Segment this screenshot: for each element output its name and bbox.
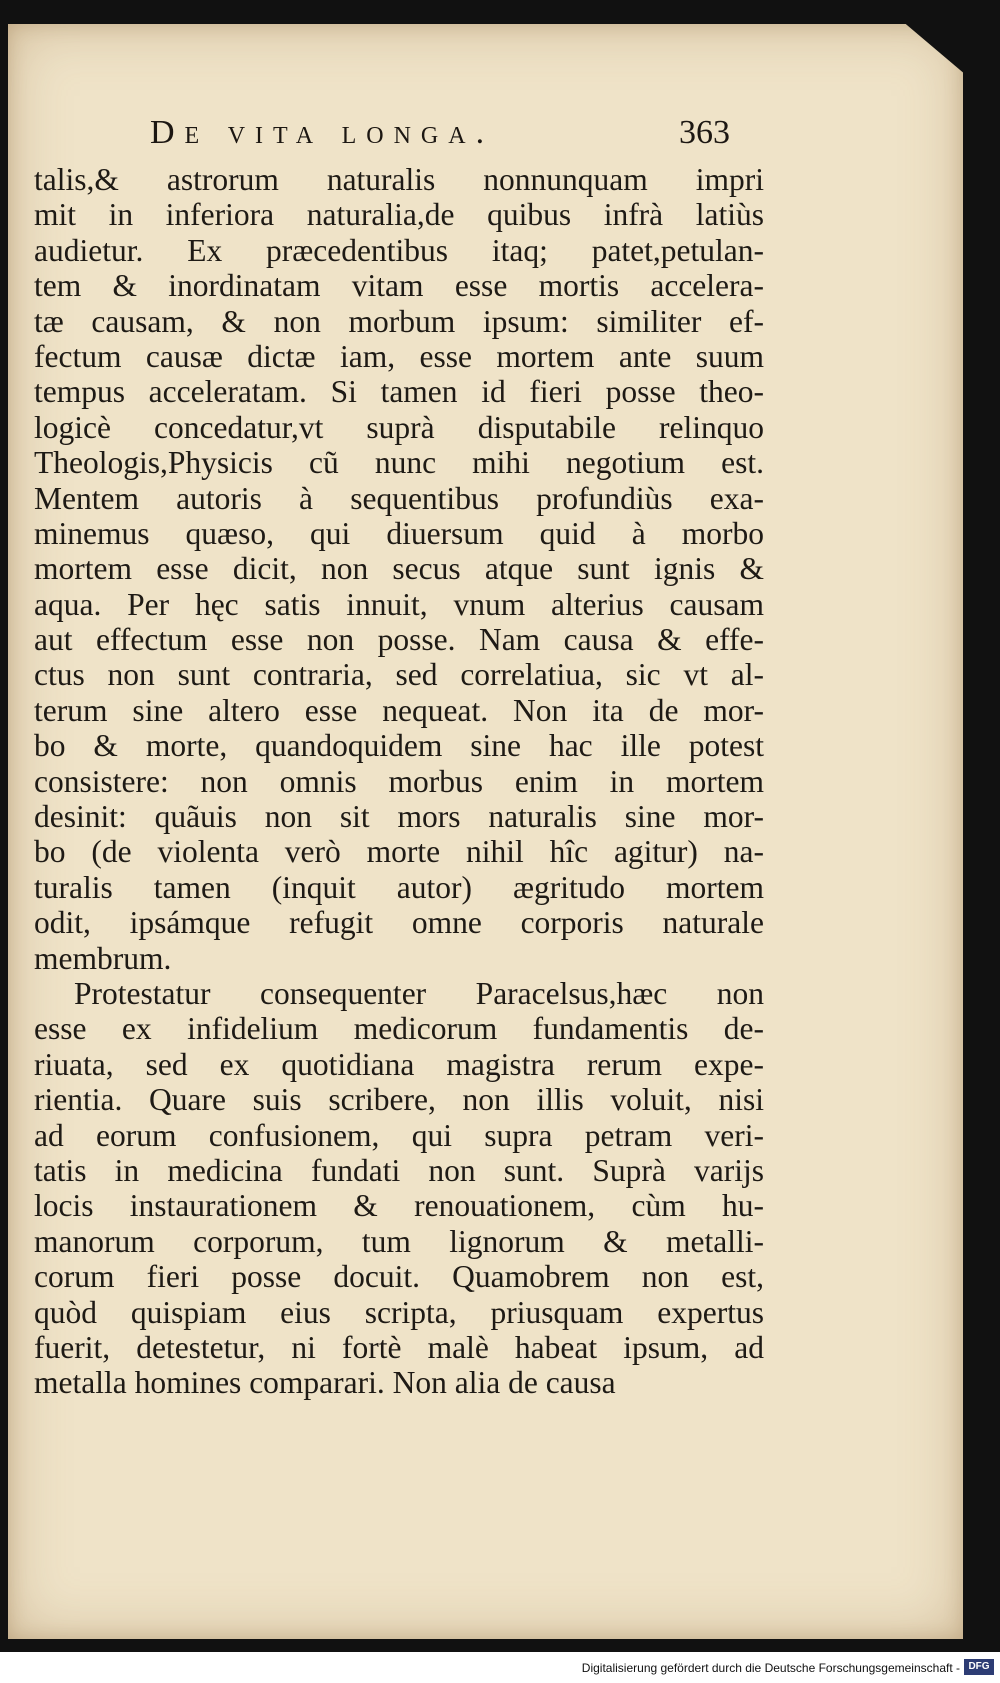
running-head bbox=[140, 113, 730, 153]
text-line: aqua. Per hęc satis innuit, vnum alterius causam bbox=[34, 586, 764, 622]
text-line: quòd quispiam eius scripta, priusquam expertus bbox=[34, 1294, 764, 1330]
text-line: membrum. bbox=[34, 940, 172, 976]
text-line: desinit: quãuis non sit mors naturalis sine mor- bbox=[34, 799, 764, 835]
text-line: Protestatur consequenter Paracelsus,hæc non bbox=[74, 975, 764, 1011]
page-number: 363 bbox=[679, 114, 730, 151]
text-line: manorum corporum, tum lignorum & metalli- bbox=[34, 1223, 764, 1259]
text-line: turalis tamen (inquit autor) ægritudo mortem bbox=[34, 869, 764, 905]
text-line: ctus non sunt contraria, sed correlatiua, sic vt al- bbox=[34, 657, 764, 693]
text-line: audietur. Ex præcedentibus itaq; patet,petulan- bbox=[34, 232, 764, 268]
text-line: esse ex infidelium medicorum fundamentis de- bbox=[34, 1011, 764, 1047]
text-line: rientia. Quare suis scribere, non illis voluit, nisi bbox=[34, 1082, 764, 1118]
text-line: tæ causam, & non morbum ipsum: similiter ef- bbox=[34, 303, 764, 339]
text-line: mit in inferiora naturalia,de quibus infrà latiùs bbox=[34, 197, 764, 233]
running-head-title: De vita longa. bbox=[150, 114, 495, 151]
text-line: minemus quæso, qui diuersum quid à morbo bbox=[34, 515, 764, 551]
text-line: tempus acceleratam. Si tamen id fieri posse theo- bbox=[34, 374, 764, 410]
text-line: locis instaurationem & renouationem, cùm hu- bbox=[34, 1188, 764, 1224]
text-line: bo (de violenta verò morte nihil hîc agitur) na- bbox=[34, 834, 764, 870]
text-line: consistere: non omnis morbus enim in mortem bbox=[34, 763, 764, 799]
text-line: mortem esse dicit, non secus atque sunt ignis & bbox=[34, 551, 764, 587]
text-line: terum sine altero esse nequeat. Non ita de mor- bbox=[34, 692, 764, 728]
text-line: tem & inordinatam vitam esse mortis accelera- bbox=[34, 268, 764, 304]
text-line: Mentem autoris à sequentibus profundiùs exa- bbox=[34, 480, 764, 516]
text-line: talis,& astrorum naturalis nonnunquam impri bbox=[34, 162, 764, 197]
text-line: odit, ipsámque refugit omne corporis naturale bbox=[34, 905, 764, 941]
text-line: riuata, sed ex quotidiana magistra rerum expe- bbox=[34, 1046, 764, 1082]
text-line: aut effectum esse non posse. Nam causa & effe- bbox=[34, 622, 764, 658]
text-line: corum fieri posse docuit. Quamobrem non est, bbox=[34, 1259, 764, 1295]
body-text bbox=[34, 162, 764, 1401]
text-line: bo & morte, quandoquidem sine hac ille potest bbox=[34, 728, 764, 764]
text-line: fectum causæ dictæ iam, esse mortem ante suum bbox=[34, 338, 764, 374]
text-line: Theologis,Physicis cũ nunc mihi negotium est. bbox=[34, 445, 764, 481]
funding-credit: Digitalisierung gefördert durch die Deutsche Forschungsgemeinschaft - bbox=[581, 1661, 960, 1675]
text-line: metalla homines comparari. Non alia de causa bbox=[34, 1365, 616, 1401]
text-line: tatis in medicina fundati non sunt. Suprà varijs bbox=[34, 1152, 764, 1188]
dfg-logo-icon: DFG bbox=[964, 1659, 994, 1675]
digitization-footer bbox=[0, 1652, 1000, 1683]
text-line: ad eorum confusionem, qui supra petram veri- bbox=[34, 1117, 764, 1153]
text-line: fuerit, detestetur, ni fortè malè habeat ipsum, ad bbox=[34, 1329, 764, 1365]
text-line: logicè concedatur,vt suprà disputabile relinquo bbox=[34, 409, 764, 445]
